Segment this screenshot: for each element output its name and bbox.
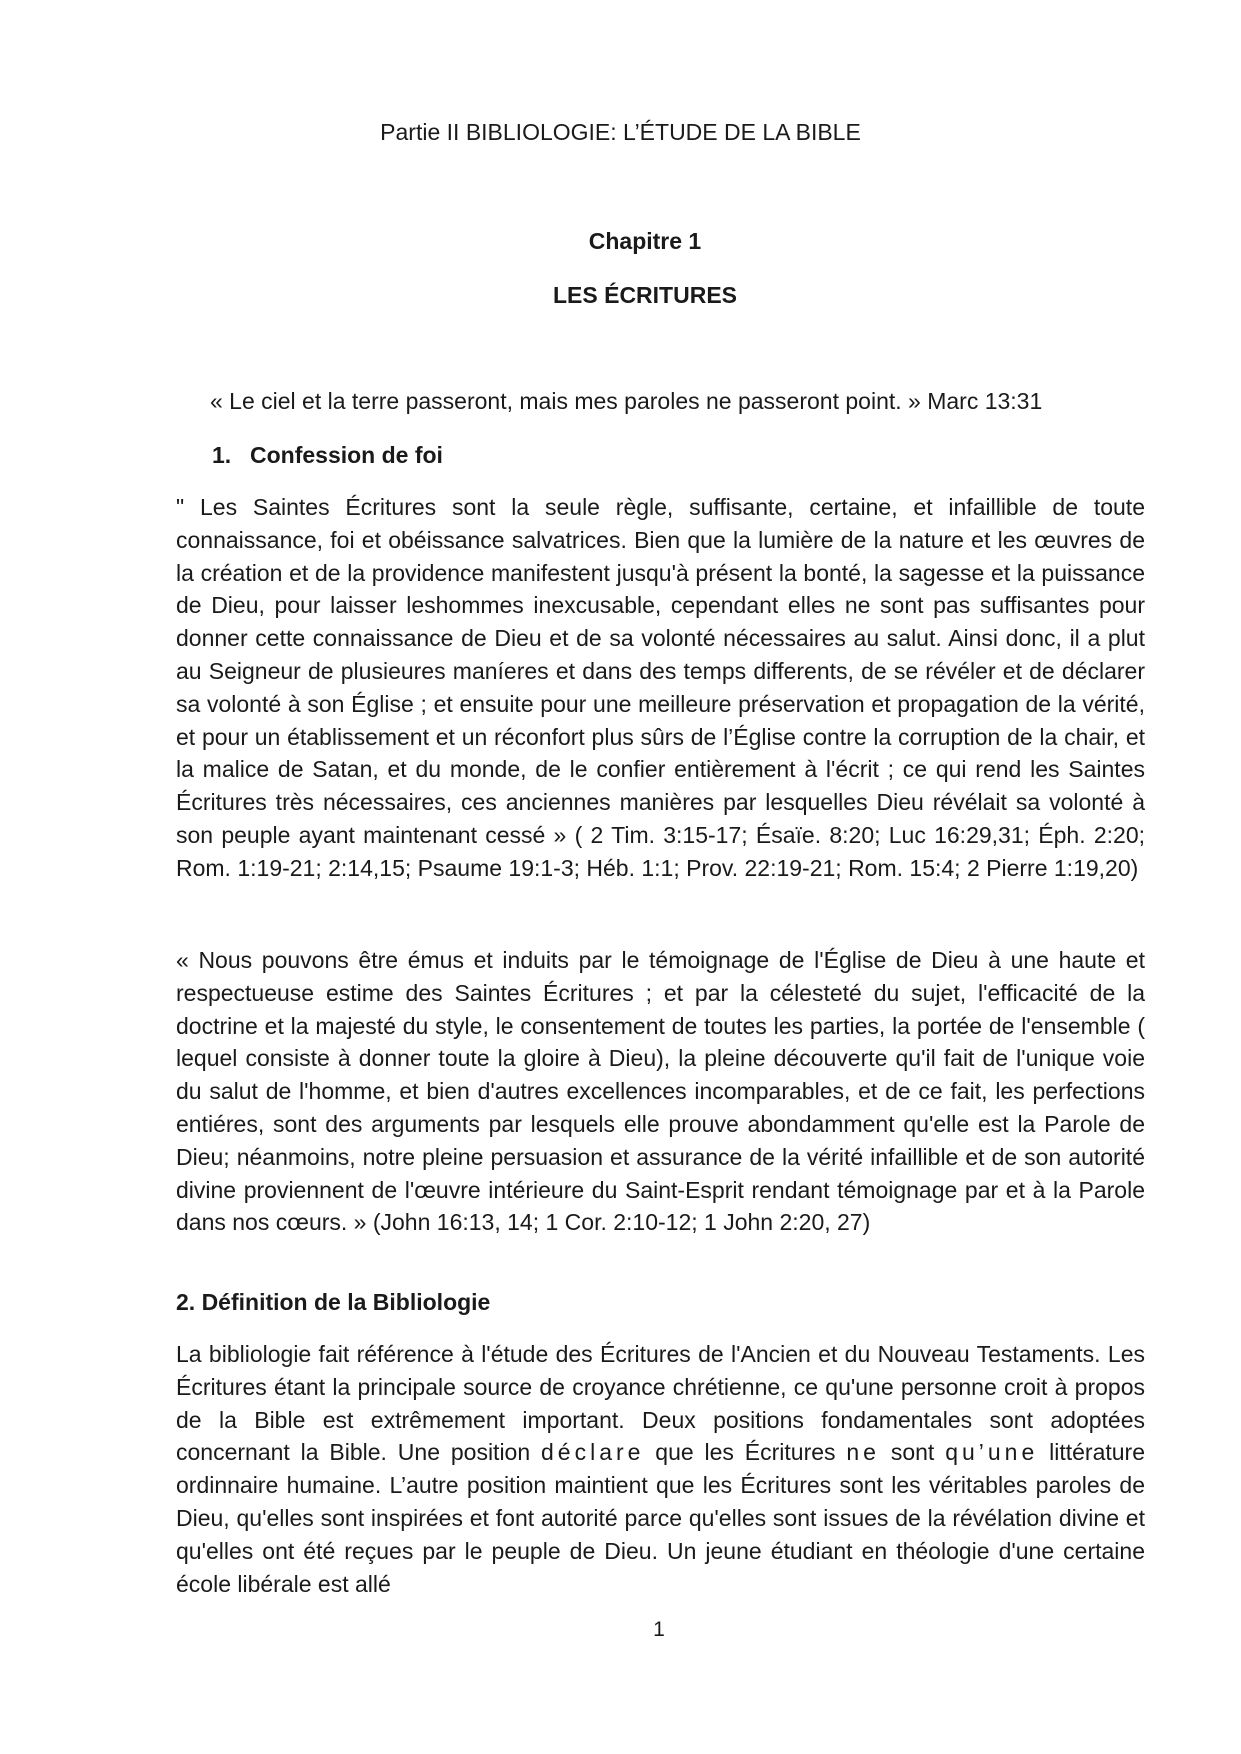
section-heading-definition: 2. Définition de la Bibliologie — [176, 1289, 491, 1315]
paragraph-confession-2: « Nous pouvons être émus et induits par le témoignage de l'Église de Dieu à une haute et respectueuse estime des Saintes Écritures ; et par la célesteté du sujet, l'efficacité de la doctrine et la majesté du style, le consentement de toutes les parties, la portée de l'ensemble ( lequel consiste à donner toute la gloire à Dieu), la pleine découverte qu'il fait de l'unique voie du salut de l'homme, et bien d'autres excellences incomparables, et de ce fait, les perfections entiéres, sont des arguments par lesquels elle prouve abondamment qu'elle est la Parole de Dieu; néanmoins, notre pleine persuasion et assurance de la vérité infaillible et de son autorité divine proviennent de l'œuvre intérieure du Saint-Esprit rendant témoignage par et à la Parole dans nos cœurs. » (John 16:13, 14; 1 Cor. 2:10-12; 1 John 2:20, 27) — [176, 947, 1145, 1236]
section-heading-confession — [212, 440, 443, 470]
epigraph-quote: « Le ciel et la terre passeront, mais mes paroles ne passeront point. » Marc 13:31 — [210, 388, 1043, 414]
section-title: Confession de foi — [250, 442, 443, 468]
part-heading: Partie II BIBLIOLOGIE: L’ÉTUDE DE LA BIBLE — [380, 119, 861, 145]
spaced-word: qu’une — [945, 1439, 1039, 1466]
section-number: 1. — [212, 442, 232, 468]
paragraph-text: sont — [879, 1439, 946, 1466]
paragraph-text: que les Écritures — [644, 1439, 847, 1466]
paragraph-confession-1: " Les Saintes Écritures sont la seule règle, suffisante, certaine, et infaillible de toute connaissance, foi et obéissance salvatrices. Bien que la lumière de la nature et les œuvres de la création et de la providence manifestent jusqu'à présent la bonté, la sagesse et la puissance de Dieu, pour laisser leshommes inexcusable, cependant elles ne sont pas suffisantes pour donner cette connaissance de Dieu et de sa volonté nécessaires au salut. Ainsi donc, il a plut au Seigneur de plusieures maníeres et dans des temps differents, de se révéler et de déclarer sa volonté à son Église ; et ensuite pour une meilleure préservation et propagation de la vérité, et pour un établissement et un réconfort plus sûrs de l’Église contre la corruption de la chair, et la malice de Satan, et du monde, de le confier entièrement à l'écrit ; ce qui rend les Saintes Écritures très nécessaires, ces anciennes manières par lesquelles Dieu révélait sa volonté à son peuple ayant maintenant cessé » ( 2 Tim. 3:15-17; Ésaïe. 8:20; Luc 16:29,31; Éph. 2:20; Rom. 1:19-21; 2:14,15; Psaume 19:1-3; Héb. 1:1; Prov. 22:19-21; Rom. 15:4; 2 Pierre 1:19,20) — [176, 494, 1145, 881]
chapter-label: Chapitre 1 — [588, 228, 702, 254]
spaced-word: ne — [846, 1439, 880, 1466]
chapter-title: LES ÉCRITURES — [552, 282, 738, 308]
paragraph-text: La bibliologie fait référence à l'étude des Écritures de l'Ancien et du Nouveau Testaments. Les Écritures étant la principale source de croyance chrétienne, ce qu'une personne croit à propos de la Bible est extrêmement important. Deux positions fondamentales sont adoptées concernant la Bible. Une position — [176, 1341, 1145, 1466]
paragraph-definition — [176, 1338, 1145, 1600]
page-number: 1 — [653, 1618, 665, 1641]
spaced-word: déclare — [541, 1439, 645, 1466]
paragraph-text: littérature ordinnaire humaine. L’autre position maintient que les Écritures sont les véritables paroles de Dieu, qu'elles sont inspirées et font autorité parce qu'elles sont issues de la révélation divine et qu'elles ont été reçues par le peuple de Dieu. Un jeune étudiant en théologie d'une certaine école libérale est allé — [176, 1439, 1145, 1597]
